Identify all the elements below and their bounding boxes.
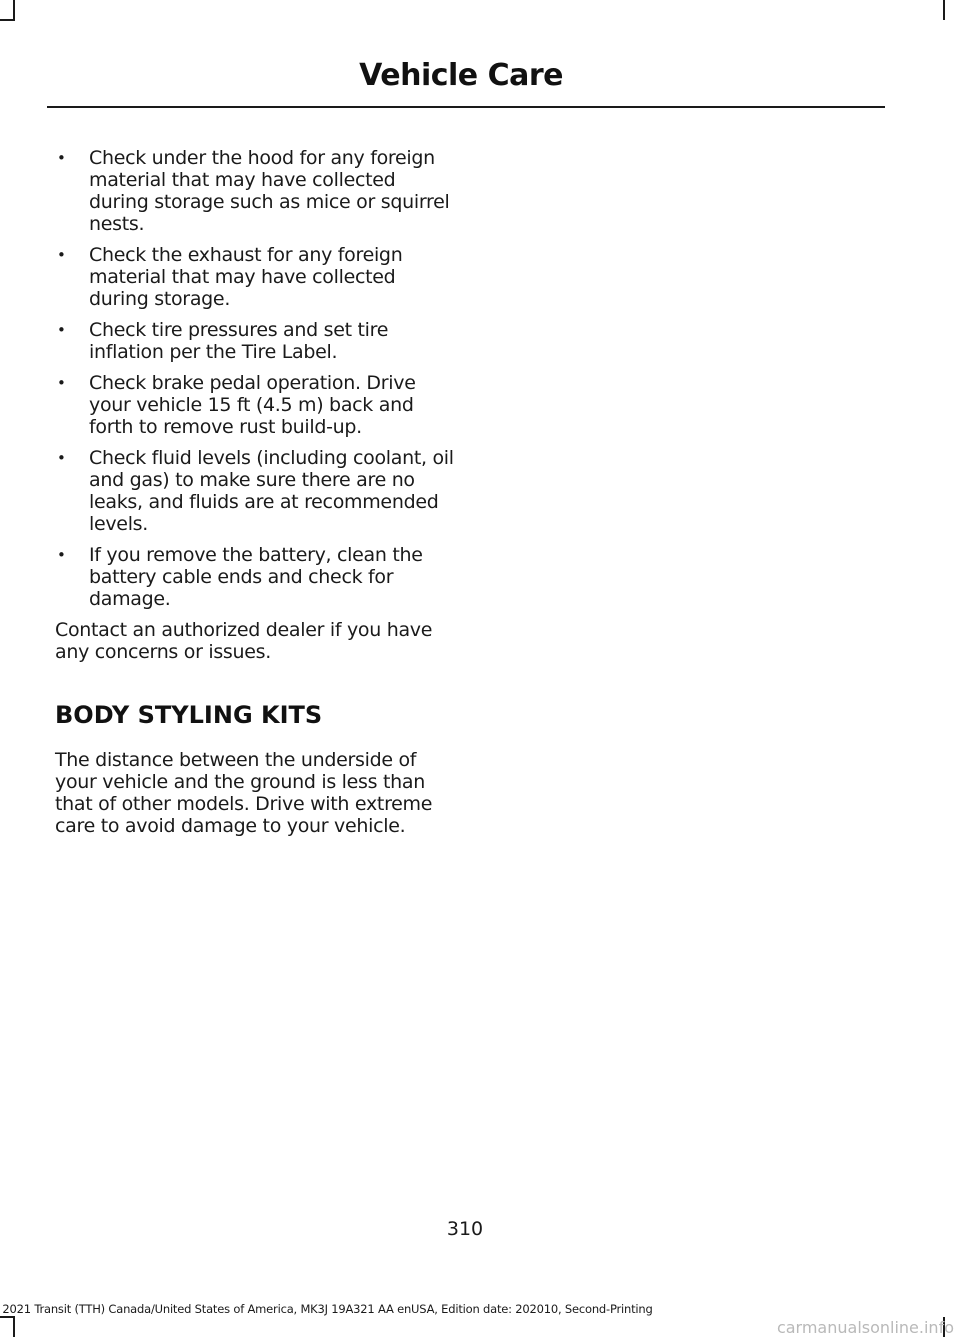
list-item [55, 147, 455, 235]
list-item [55, 244, 455, 310]
main-content [55, 147, 455, 837]
page-title: Vehicle Care [359, 58, 563, 93]
bullet-icon: • [57, 449, 66, 467]
bullet-icon: • [57, 321, 66, 339]
list-item [55, 544, 455, 610]
crop-mark [0, 19, 15, 21]
list-item [55, 447, 455, 535]
list-item [55, 319, 455, 363]
bullet-list [55, 147, 455, 610]
crop-mark [13, 1317, 15, 1337]
crop-mark [13, 0, 15, 20]
crop-mark [0, 1316, 15, 1318]
list-item-text: Check the exhaust for any foreign material that may have collected during storage. [89, 244, 403, 310]
list-item-text: Check tire pressures and set tire inflation per the Tire Label. [89, 319, 389, 363]
list-item-text: If you remove the battery, clean the battery cable ends and check for damage. [89, 544, 423, 610]
crop-mark [943, 0, 945, 20]
list-item-text: Check brake pedal operation. Drive your vehicle 15 ft (4.5 m) back and forth to remove rust build-up. [89, 372, 416, 438]
header-divider [47, 106, 885, 108]
bullet-icon: • [57, 149, 66, 167]
page-number: 310 [446, 1218, 484, 1240]
footer-text: 2021 Transit (TTH) Canada/United States of America, MK3J 19A321 AA enUSA, Edition date: 202010, Second-Printing [2, 1302, 653, 1316]
list-item-text: Check under the hood for any foreign material that may have collected during storage such as mice or squirrel nests. [89, 147, 450, 235]
list-item [55, 372, 455, 438]
bullet-icon: • [57, 246, 66, 264]
watermark: carmanualsonline.info [776, 1318, 954, 1337]
contact-paragraph: Contact an authorized dealer if you have any concerns or issues. [55, 619, 433, 663]
section-body: The distance between the underside of your vehicle and the ground is less than that of other models. Drive with extreme care to avoid damage to your vehicle. [55, 749, 433, 837]
list-item-text: Check fluid levels (including coolant, oil and gas) to make sure there are no leaks, and fluids are at recommended levels. [89, 447, 454, 535]
bullet-icon: • [57, 546, 66, 564]
section-heading: BODY STYLING KITS [55, 701, 323, 729]
bullet-icon: • [57, 374, 66, 392]
